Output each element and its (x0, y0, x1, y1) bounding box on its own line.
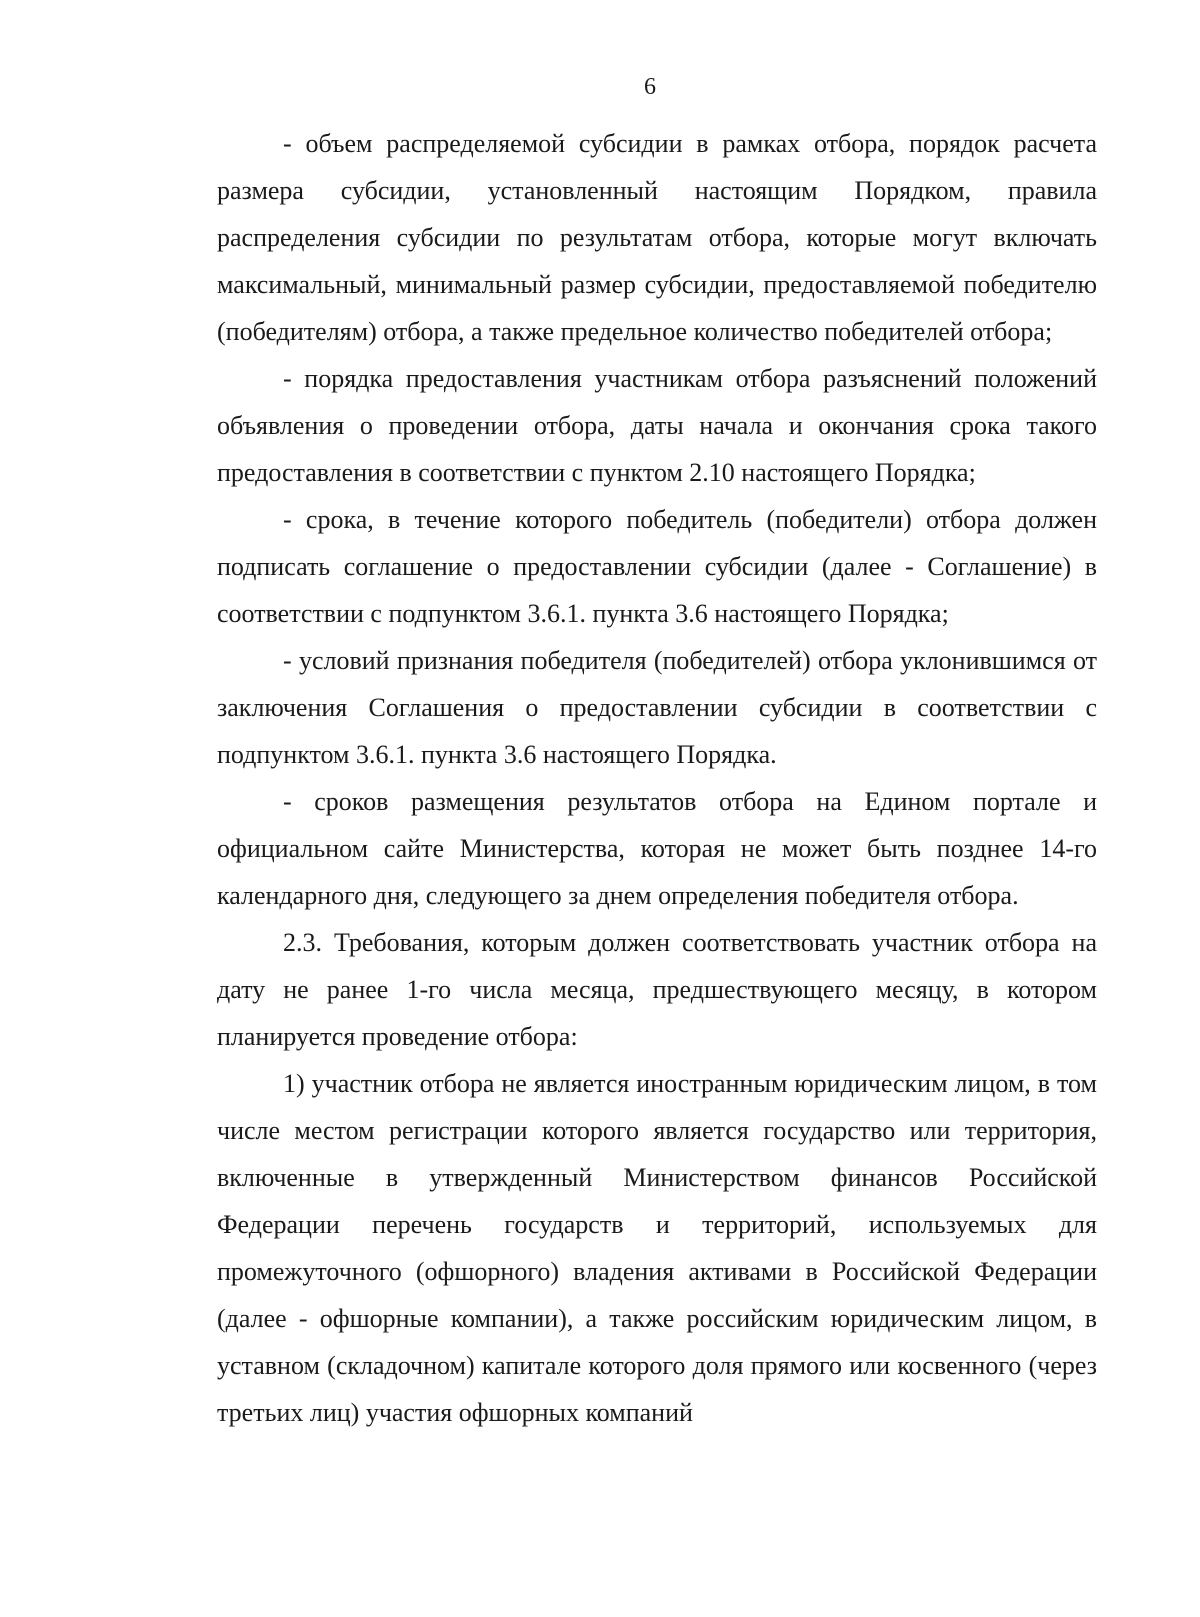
paragraph-section-2-3: 2.3. Требования, которым должен соответствовать участник отбора на дату не ранее 1-го числа месяца, предшествующего месяцу, в котором планируется проведение отбора: (217, 928, 1097, 1051)
page-number: 6 (644, 74, 656, 100)
paragraph-clarifications: - порядка предоставления участникам отбора разъяснений положений объявления о проведении отбора, даты начала и окончания срока такого предоставления в соответствии с пунктом 2.10 настоящего Порядка; (217, 364, 1097, 487)
paragraph-subsidy-volume: - объем распределяемой субсидии в рамках отбора, порядок расчета размера субсидии, установленный настоящим Порядком, правила распределения субсидии по результатам отбора, которые могут включать максимальный, минимальный размер субсидии, предоставляемой победителю (победителям) отбора, а также предельное количество победителей отбора; (217, 129, 1097, 346)
paragraph-requirement-1: 1) участник отбора не является иностранным юридическим лицом, в том числе местом регистрации которого является государство или территория, включенные в утвержденный Министерством финансов Российской Федерации перечень государств и территорий, используемых для промежуточного (офшорного) владения активами в Российской Федерации (далее - офшорные компании), а также российским юридическим лицом, в уставном (складочном) капитале которого доля прямого или косвенного (через третьих лиц) участия офшорных компаний (217, 1069, 1097, 1427)
paragraph-results-publication: - сроков размещения результатов отбора на Едином портале и официальном сайте Министерства, которая не может быть позднее 14-го календарного дня, следующего за днем определения победителя отбора. (217, 787, 1097, 910)
paragraph-agreement-term: - срока, в течение которого победитель (победители) отбора должен подписать соглашение о предоставлении субсидии (далее - Соглашение) в соответствии с подпунктом 3.6.1. пункта 3.6 настоящего Порядка; (217, 505, 1097, 628)
document-body (217, 120, 1097, 1436)
paragraph-evasion-conditions: - условий признания победителя (победителей) отбора уклонившимся от заключения Соглашения о предоставлении субсидии в соответствии с подпунктом 3.6.1. пункта 3.6 настоящего Порядка. (217, 646, 1097, 769)
